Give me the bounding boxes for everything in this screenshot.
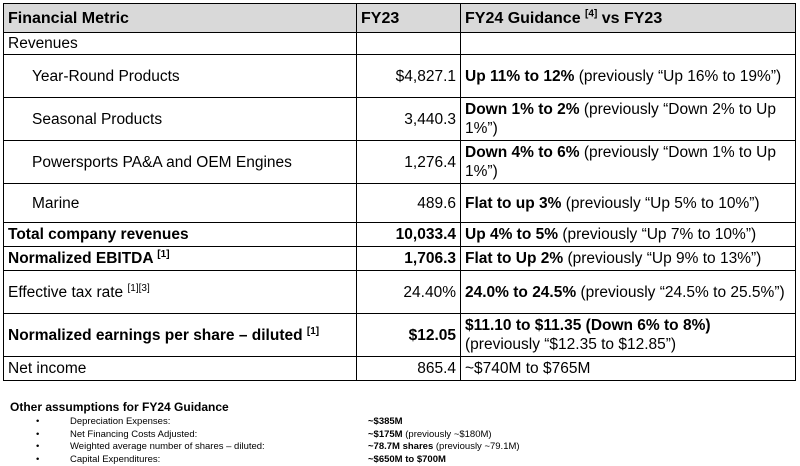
guidance-cell [461,33,796,55]
bullet: • [36,453,40,465]
metric-label: Normalized earnings per share – diluted [8,326,303,344]
metric-cell: Revenues [4,33,357,55]
fy23-cell: 3,440.3 [357,98,461,141]
fy23-cell: 489.6 [357,184,461,223]
assumption-value [368,429,492,442]
footnote-marker: [1] [306,325,320,337]
table-row-normalized-ebitda [4,247,796,271]
guidance-cell [461,98,796,141]
guidance-cell [461,223,796,247]
fy23-cell: $4,827.1 [357,55,461,98]
assumptions-title: Other assumptions for FY24 Guidance [10,400,229,414]
fy23-cell: 10,033.4 [357,223,461,247]
guidance-cell [461,141,796,184]
guidance-headline: Flat to Up 2% [465,250,564,267]
metric-label: Normalized EBITDA [8,250,153,267]
bullet: • [36,428,40,440]
table-row-year-round-products [4,55,796,98]
assumption-value-main: ~$385M [368,416,403,427]
guidance-cell [461,55,796,98]
financial-guidance-table [3,3,796,381]
fy23-cell: $12.05 [357,314,461,357]
metric-cell: Marine [4,184,357,223]
table-row-powersports [4,141,796,184]
guidance-previous: (previously “Down 2% to Up 1%”) [465,101,776,137]
metric-cell: Year-Round Products [4,55,357,98]
table-row-effective-tax-rate [4,271,796,314]
header-financial-metric: Financial Metric [4,4,357,33]
header-fy24-guidance [461,4,796,33]
metric-cell: Net income [4,357,357,381]
table-row-seasonal-products [4,98,796,141]
guidance-headline: $11.10 to $11.35 (Down 6% to 8%) [465,317,711,334]
metric-cell [4,271,357,314]
assumption-note: (previously ~$180M) [405,428,492,440]
list-item [10,416,790,429]
guidance-previous: (previously “Up 16% to 19%”) [578,67,782,85]
guidance-cell [461,314,796,357]
metric-cell: Seasonal Products [4,98,357,141]
guidance-previous: (previously “Up 9% to 13%”) [567,250,762,267]
guidance-headline: Down 4% to 6% [465,144,580,161]
table-row-revenues [4,33,796,55]
header-fy23: FY23 [357,4,461,33]
guidance-previous: (previously “Up 7% to 10%”) [562,226,757,243]
header-guidance-label: FY24 Guidance [465,9,581,27]
list-item [10,454,790,466]
fy23-cell [357,33,461,55]
fy23-cell: 24.40% [357,271,461,314]
table-row-total-revenues [4,223,796,247]
guidance-cell [461,184,796,223]
fy23-cell: 1,276.4 [357,141,461,184]
guidance-cell [461,247,796,271]
table-row-normalized-eps [4,314,796,357]
footnote-marker: [1] [157,248,170,260]
other-assumptions-section [10,400,790,466]
assumption-label: Capital Expenditures: [70,453,161,465]
guidance-previous: (previously “24.5% to 25.5%”) [580,283,785,301]
footnote-marker: [4] [585,8,598,20]
assumption-label: Net Financing Costs Adjusted: [70,428,198,440]
header-guidance-suffix: vs FY23 [601,9,663,27]
bullet: • [36,416,40,427]
guidance-headline: Up 4% to 5% [465,226,559,243]
fy23-cell: 1,706.3 [357,247,461,271]
guidance-headline: Up 11% to 12% [465,67,575,85]
table-row-marine [4,184,796,223]
footnote-marker: [1][3] [127,282,150,294]
guidance-previous: (previously “Up 5% to 10%”) [565,194,760,212]
metric-label: Effective tax rate [8,283,124,301]
guidance-headline: 24.0% to 24.5% [465,283,577,301]
list-item [10,441,790,454]
table-row-net-income [4,357,796,381]
guidance-headline: Flat to up 3% [465,194,562,212]
metric-cell: Total company revenues [4,223,357,247]
assumption-label: Weighted average number of shares – diluted: [70,441,265,452]
guidance-cell [461,271,796,314]
metric-cell [4,247,357,271]
table-header-row [4,4,796,33]
assumption-value-main: ~$650M to $700M [368,453,446,465]
assumption-value-main: ~78.7M shares [368,441,434,452]
bullet: • [36,441,40,452]
assumption-value-main: ~$175M [368,428,403,440]
list-item [10,429,790,442]
assumptions-list [10,416,790,466]
assumption-value [368,416,403,429]
guidance-previous: (previously “$12.35 to $12.85”) [465,336,677,353]
guidance-previous: (previously “Down 1% to Up 1%”) [465,144,776,180]
metric-cell: Powersports PA&A and OEM Engines [4,141,357,184]
assumption-value [368,441,520,454]
assumption-label: Depreciation Expenses: [70,416,171,427]
metric-cell [4,314,357,357]
guidance-headline: Down 1% to 2% [465,101,580,118]
assumption-note: (previously ~79.1M) [435,441,520,452]
guidance-previous: ~$740M to $765M [465,360,591,377]
assumption-value [368,454,446,466]
guidance-cell [461,357,796,381]
fy23-cell: 865.4 [357,357,461,381]
